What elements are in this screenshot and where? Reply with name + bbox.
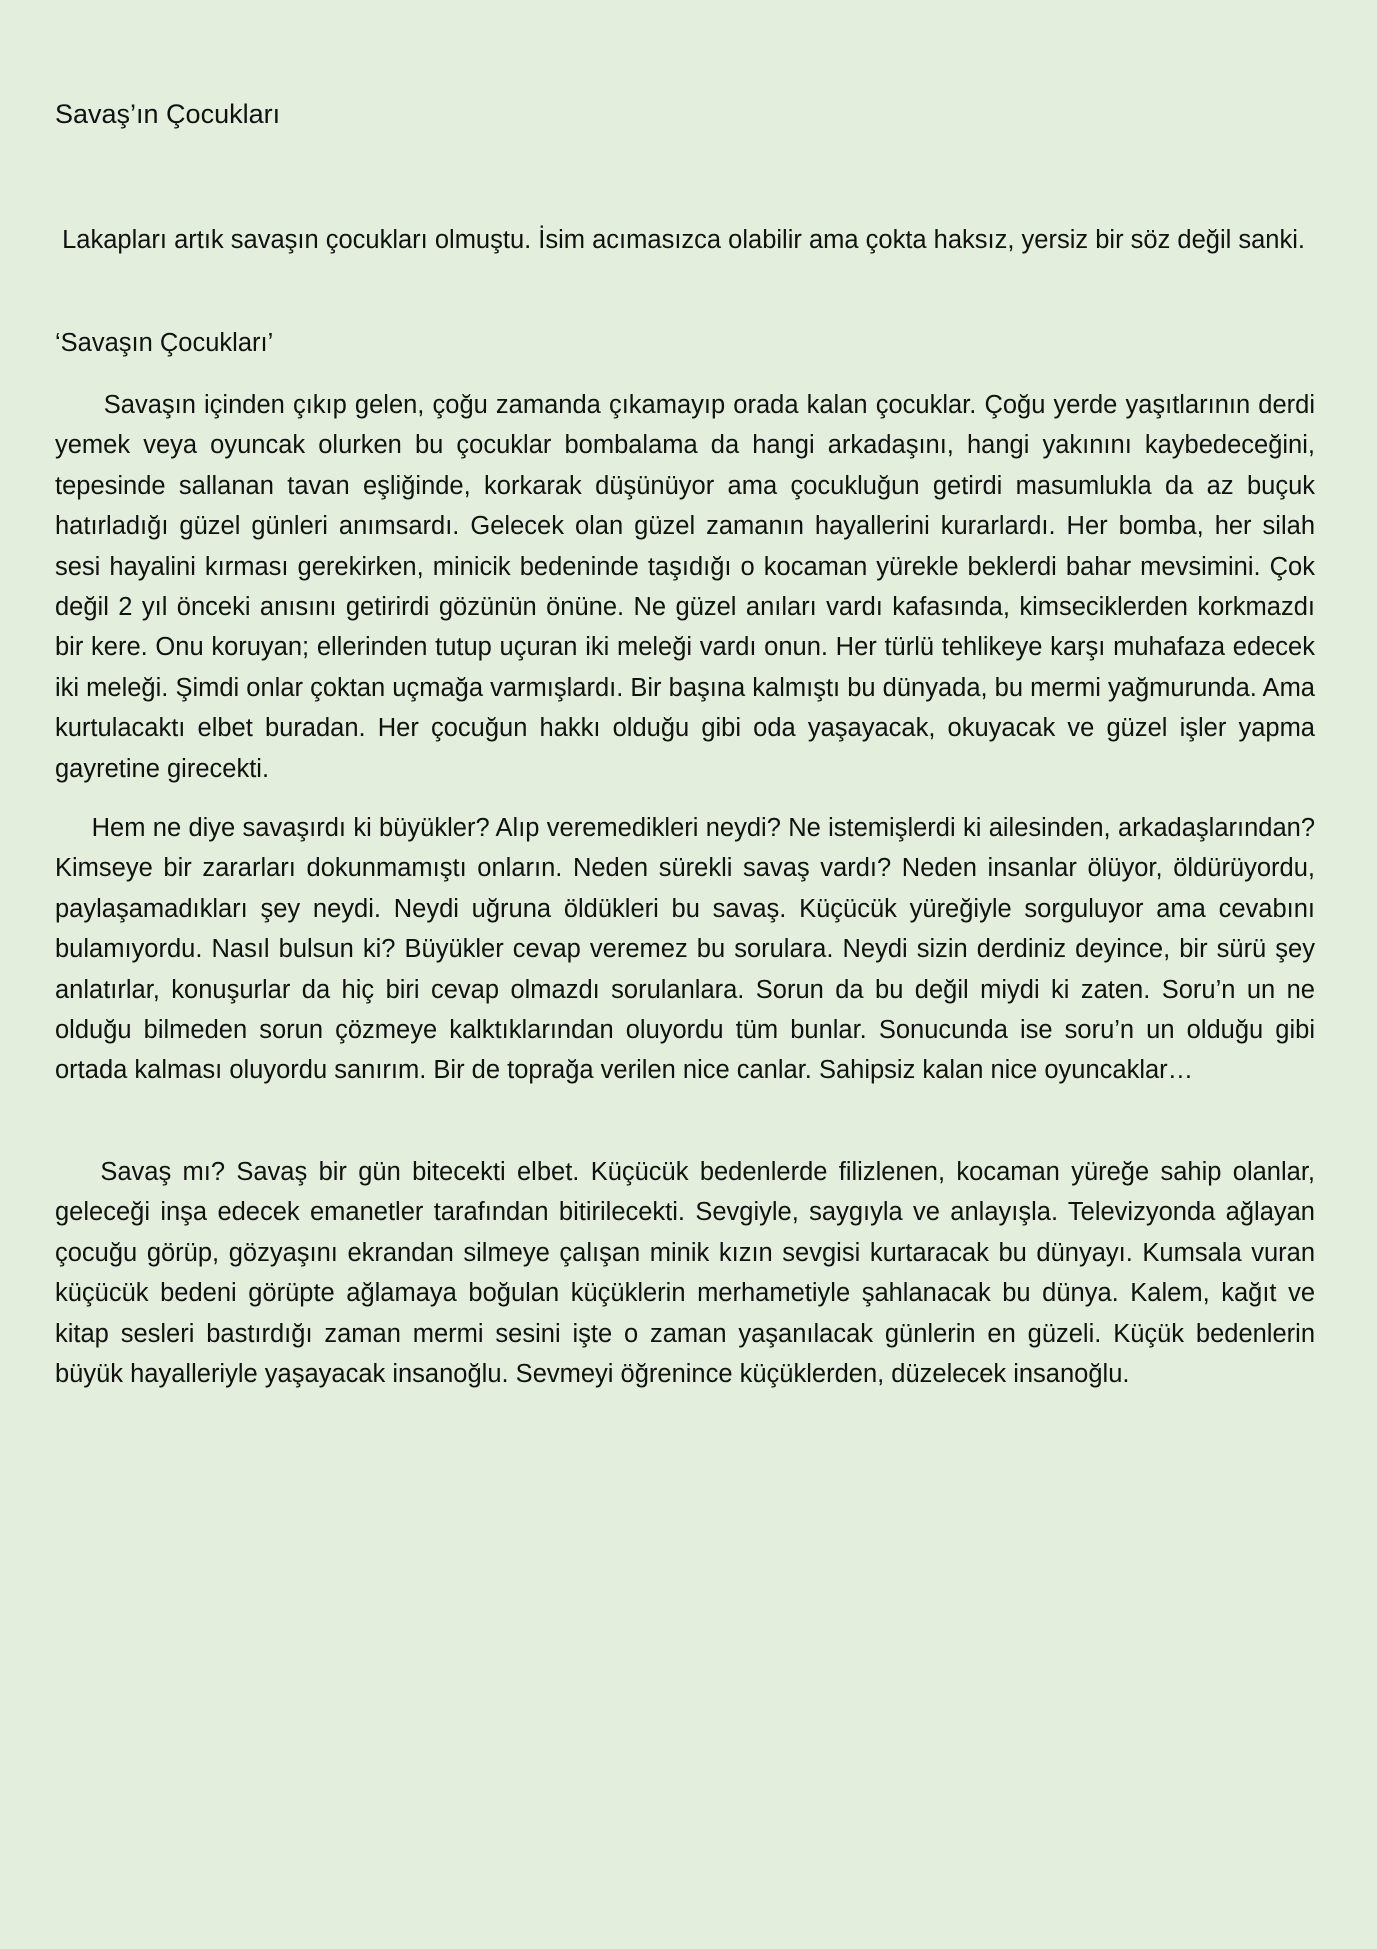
quoted-heading: ‘Savaşın Çocukları’: [55, 329, 274, 357]
body-paragraph-3: Savaş mı? Savaş bir gün bitecekti elbet. Küçücük bedenlerde filizlenen, kocaman yüreğe sahip olanlar, geleceği inşa edecek emanetler tarafından bitirilecekti. Sevgiyle, saygıyla ve anlayışla. Televizyonda ağlayan çocuğu görüp, gözyaşını ekrandan silmeye çalışan minik kızın sevgisi kurtaracak bu dünyayı. Kumsala vuran küçücük bedeni görüpte ağlamaya boğulan küçüklerin merhametiyle şahlanacak bu dünya. Kalem, kağıt ve kitap sesleri bastırdığı zaman mermi sesini işte o zaman yaşanılacak günlerin en güzeli. Küçük bedenlerin büyük hayalleriyle yaşayacak insanoğlu. Sevmeyi öğrenince küçüklerden, düzelecek insanoğlu.: [55, 1158, 1323, 1389]
body-paragraph-2: Hem ne diye savaşırdı ki büyükler? Alıp veremedikleri neydi? Ne istemişlerdi ki ailesinden, arkadaşlarından? Kimseye bir zararları dokunmamıştı onların. Neden sürekli savaş vardı? Neden insanlar ölüyor, öldürüyordu, paylaşamadıkları şey neydi. Neydi uğruna öldükleri bu savaş. Küçücük yüreğiyle sorguluyor ama cevabını bulamıyordu. Nasıl bulsun ki? Büyükler cevap veremez bu sorulara. Neydi sizin derdiniz deyince, bir sürü şey anlatırlar, konuşurlar da hiç biri cevap olmazdı sorulanlara. Sorun da bu değil miydi ki zaten. Soru’n un ne olduğu bilmeden sorun çözmeye kalktıklarından oluyordu tüm bunlar. Sonucunda ise soru’n un olduğu gibi ortada kalması oluyordu sanırım. Bir de toprağa verilen nice canlar. Sahipsiz kalan nice oyuncaklar…: [55, 814, 1323, 1085]
document-title: Savaş’ın Çocukları: [55, 99, 281, 129]
intro-paragraph: Lakapları artık savaşın çocukları olmuştu. İsim acımasızca olabilir ama çokta haksız, yersiz bir söz değil sanki.: [55, 226, 1305, 254]
body-paragraph-1: Savaşın içinden çıkıp gelen, çoğu zamanda çıkamayıp orada kalan çocuklar. Çoğu yerde yaşıtlarının derdi yemek veya oyuncak olurken bu çocuklar bombalama da hangi arkadaşını, hangi yakınını kaybedeceğini, tepesinde sallanan tavan eşliğinde, korkarak düşünüyor ama çocukluğun getirdi masumlukla da az buçuk hatırladığı güzel günleri anımsardı. Gelecek olan güzel zamanın hayallerini kurarlardı. Her bomba, her silah sesi hayalini kırması gerekirken, minicik bedeninde taşıdığı o kocaman yürekle beklerdi bahar mevsimini. Çok değil 2 yıl önceki anısını getirirdi gözünün önüne. Ne güzel anıları vardı kafasında, kimseciklerden korkmazdı bir kere. Onu koruyan; ellerinden tutup uçuran iki meleği vardı onun. Her türlü tehlikeye karşı muhafaza edecek iki meleği. Şimdi onlar çoktan uçmağa varmışlardı. Bir başına kalmıştı bu dünyada, bu mermi yağmurunda. Ama kurtulacaktı elbet buradan. Her çocuğun hakkı olduğu gibi oda yaşayacak, okuyacak ve güzel işler yapma gayretine girecekti.: [55, 391, 1323, 783]
